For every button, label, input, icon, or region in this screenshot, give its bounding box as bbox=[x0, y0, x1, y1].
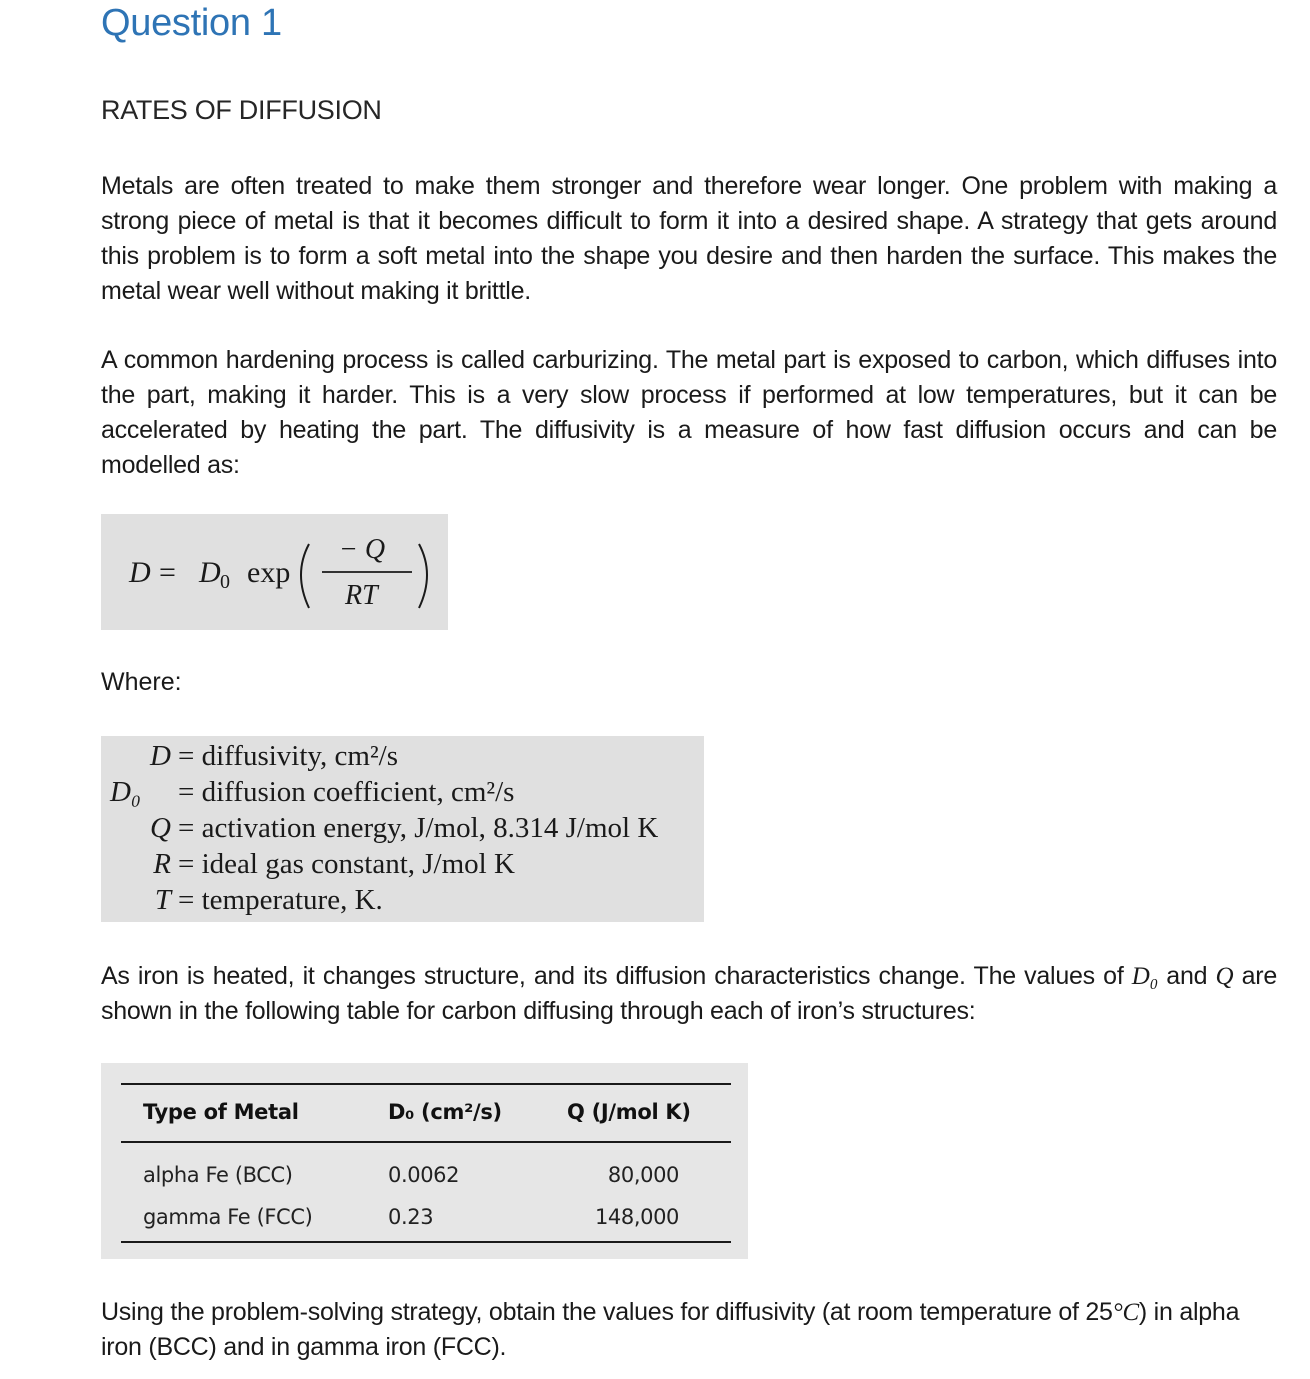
table-cell: gamma Fe (FCC) bbox=[143, 1205, 313, 1229]
paragraph-text: ) in alpha iron (BCC) and in gamma iron (FCC). bbox=[101, 1298, 1240, 1361]
definition-text: = diffusivity, cm²/s bbox=[178, 740, 398, 772]
question-heading: Question 1 bbox=[101, 2, 282, 44]
paragraph-text: are shown in the following table for carbon diffusing through each of iron’s structures: bbox=[101, 962, 1277, 1025]
definition-text: = ideal gas constant, J/mol K bbox=[178, 848, 515, 880]
table-cell: 80,000 bbox=[607, 1163, 679, 1187]
formula-numerator: − Q bbox=[339, 534, 386, 565]
section-heading: RATES OF DIFFUSION bbox=[101, 95, 382, 125]
d0-symbol: D₀ bbox=[1131, 963, 1159, 990]
structure-paragraph bbox=[101, 959, 1277, 1029]
task-paragraph bbox=[101, 1295, 1277, 1365]
diffusion-data-table bbox=[101, 1063, 748, 1259]
paragraph-text: Using the problem-solving strategy, obtain the values for diffusivity (at room temperature of 25 bbox=[101, 1298, 1113, 1326]
formula-left-paren bbox=[301, 544, 309, 608]
table-header-d0: D₀ (cm²/s) bbox=[388, 1100, 502, 1124]
paragraph-text: As iron is heated, it changes structure, and its diffusion characteristics change. The values of bbox=[101, 962, 1132, 990]
definition-symbol: R bbox=[153, 848, 171, 880]
variable-definitions bbox=[101, 736, 704, 922]
definition-text: = diffusion coefficient, cm²/s bbox=[178, 776, 515, 808]
degree-celsius: °C bbox=[1112, 1299, 1139, 1326]
formula-exp: exp bbox=[247, 556, 291, 589]
table-header-q: Q (J/mol K) bbox=[567, 1100, 691, 1124]
table-cell: 0.0062 bbox=[388, 1163, 460, 1187]
definition-symbol: Q bbox=[150, 812, 171, 844]
diffusivity-formula bbox=[101, 514, 448, 630]
table-header-type: Type of Metal bbox=[143, 1100, 299, 1124]
paragraph-text: and bbox=[1158, 962, 1216, 990]
where-label: Where: bbox=[101, 668, 182, 696]
formula-equals: = bbox=[159, 556, 176, 589]
definition-symbol: D₀ bbox=[109, 776, 141, 808]
table-cell: alpha Fe (BCC) bbox=[143, 1163, 293, 1187]
q-symbol: Q bbox=[1215, 963, 1234, 990]
intro-paragraph: Metals are often treated to make them stronger and therefore wear longer. One problem with making a strong piece of metal is that it becomes difficult to form it into a desired shape. A strategy that gets around this problem is to form a soft metal into the shape you desire and then harden the surface. This makes the metal wear well without making it brittle. bbox=[101, 172, 1277, 305]
definition-symbol: D bbox=[150, 740, 171, 772]
table-top-rule bbox=[121, 1083, 731, 1085]
table-cell: 148,000 bbox=[594, 1205, 679, 1229]
table-bottom-rule bbox=[121, 1241, 731, 1243]
definition-text: = temperature, K. bbox=[178, 884, 383, 916]
formula-d0: D bbox=[199, 556, 221, 589]
table-cell: 0.23 bbox=[388, 1205, 434, 1229]
formula-lhs: D bbox=[129, 556, 151, 589]
definition-text: = activation energy, J/mol, 8.314 J/mol K bbox=[178, 812, 659, 844]
formula-denominator: RT bbox=[345, 580, 378, 611]
definition-symbol: T bbox=[154, 884, 171, 916]
formula-right-paren bbox=[419, 544, 427, 608]
carburizing-paragraph: A common hardening process is called carburizing. The metal part is exposed to carbon, which diffuses into the part, making it harder. This is a very slow process if performed at low temperatures, but it can be accelerated by heating the part. The diffusivity is a measure of how fast diffusion occurs and can be modelled as: bbox=[101, 346, 1277, 479]
formula-d0-subscript: 0 bbox=[220, 571, 230, 593]
table-header-rule bbox=[121, 1141, 731, 1143]
